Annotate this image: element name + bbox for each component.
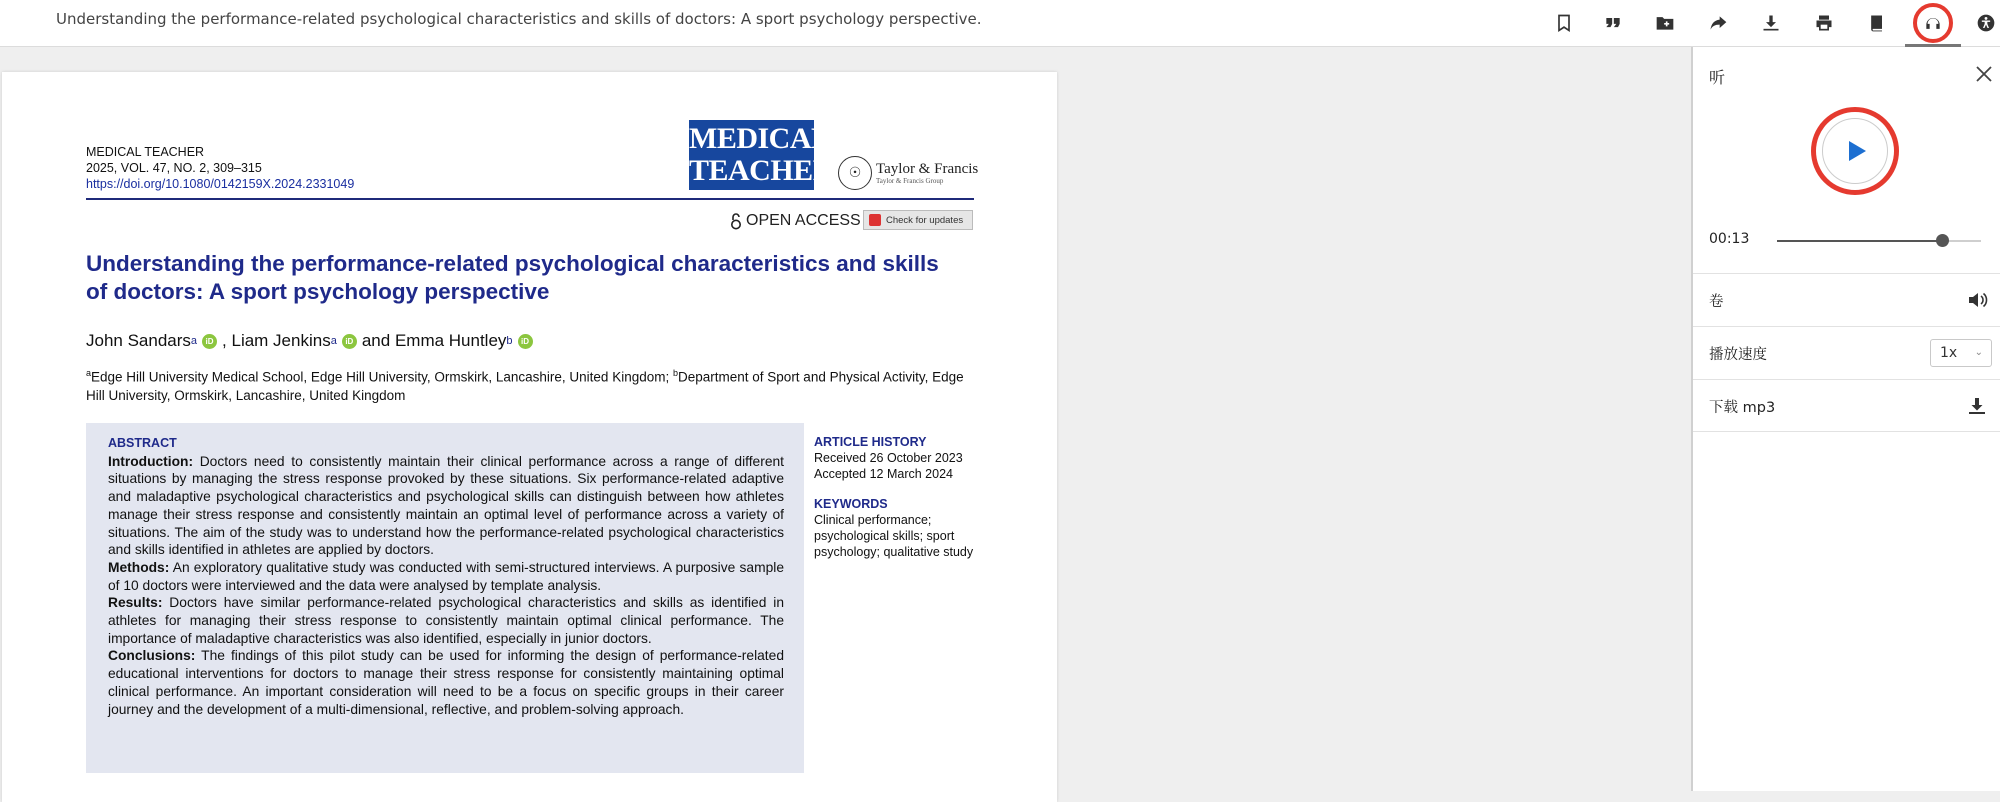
author-affil-sup: b (506, 335, 513, 347)
author-affil-sup: a (330, 335, 337, 347)
abstract-introduction (108, 453, 784, 559)
add-to-folder-button[interactable] (1645, 4, 1685, 42)
logo-line-2: TEACHER (689, 154, 834, 187)
results-label: Results: (108, 595, 163, 611)
methods-label: Methods: (108, 559, 170, 575)
share-button[interactable] (1698, 4, 1738, 42)
orcid-icon[interactable]: iD (342, 334, 357, 349)
affil-a: Edge Hill University Medical School, Edge Hill University, Ormskirk, Lancashire, United Kingdom; (91, 369, 673, 385)
cite-button[interactable] (1593, 4, 1633, 42)
affil-a-sup: a (86, 368, 92, 378)
logo-line-1: MEDICAL (689, 122, 831, 155)
open-access-text: OPEN ACCESS (746, 212, 861, 229)
publisher-sub: Taylor & Francis Group (876, 177, 944, 185)
article-history-heading: ARTICLE HISTORY (814, 435, 927, 449)
bookmark-button[interactable] (1544, 4, 1584, 42)
volume-icon[interactable] (1966, 289, 1988, 311)
orcid-icon[interactable]: iD (518, 334, 533, 349)
print-icon (1814, 13, 1834, 33)
speed-label: 播放速度 (1709, 347, 1767, 363)
speed-row (1693, 326, 2000, 379)
journal-volume: 2025, VOL. 47, NO. 2, 309–315 (86, 161, 262, 175)
panel-title: 听 (1709, 68, 1726, 87)
keywords-heading: KEYWORDS (814, 497, 888, 511)
listen-panel (1691, 47, 2000, 791)
abstract-results (108, 594, 784, 647)
open-access-label (730, 212, 861, 230)
speed-select[interactable] (1930, 339, 1992, 367)
author-name: John Sandars (86, 331, 191, 350)
publisher-name: Taylor & Francis (876, 161, 979, 177)
play-icon (1840, 136, 1870, 166)
accepted-date: Accepted 12 March 2024 (814, 467, 953, 481)
print-button[interactable] (1804, 4, 1844, 42)
bookmark-icon (1554, 13, 1574, 33)
open-lock-icon (730, 212, 742, 230)
publisher-logo (838, 156, 978, 190)
audio-progress-fill (1777, 240, 1942, 242)
play-inner-circle (1822, 118, 1888, 184)
folder-add-icon (1655, 13, 1675, 33)
headphones-icon (1923, 13, 1943, 33)
intro-text: Doctors need to consistently maintain their clinical performance across a range of different situations by managing the stress response provoked by these situations. Six performance-related adaptive and maladaptive psychological characteristics and psychological skills can distinguish between how athletes manage their stress response and consistently maintain an optimal level of performance across a variety of situations. The aim of the study was to understand how the performance-related psychological characteristics and skills identified in athletes are applied by doctors. (108, 453, 784, 558)
medical-teacher-logo (689, 120, 834, 190)
affil-b: Department of Sport and Physical Activity, Edge Hill University, Ormskirk, Lancashire, United Kingdom (86, 369, 964, 403)
article-side-info (814, 434, 974, 560)
header-rule (86, 198, 974, 200)
speed-value: 1x (1940, 345, 1958, 361)
close-icon[interactable] (1973, 63, 1995, 85)
check-updates-text: Check for updates (886, 214, 964, 226)
download-button[interactable] (1751, 4, 1791, 42)
accessibility-button[interactable] (1966, 4, 2000, 42)
pdf-page (2, 72, 1057, 802)
orcid-icon[interactable]: iD (202, 334, 217, 349)
download-icon[interactable] (1966, 395, 1988, 417)
abstract-heading: ABSTRACT (108, 436, 177, 450)
elapsed-time: 00:13 (1709, 231, 1750, 247)
abstract-conclusions (108, 647, 784, 718)
received-date: Received 26 October 2023 (814, 451, 963, 465)
crossmark-icon (869, 214, 881, 226)
book-icon (1867, 13, 1887, 33)
check-for-updates-button[interactable] (863, 210, 973, 230)
author-affil-sup: a (190, 335, 198, 347)
share-icon (1708, 13, 1728, 33)
journal-meta (86, 144, 354, 192)
conclusions-label: Conclusions: (108, 648, 196, 664)
doi-link[interactable]: https://doi.org/10.1080/0142159X.2024.2331049 (86, 177, 355, 191)
author-name: Emma Huntley (394, 331, 507, 350)
affiliations (86, 364, 986, 405)
keywords-text: Clinical performance; psychological skills; sport psychology; qualitative study (814, 513, 974, 559)
volume-row (1693, 273, 2000, 326)
download-icon (1761, 13, 1781, 33)
affil-b-sup: b (672, 368, 678, 378)
results-text: Doctors have similar performance-related psychological characteristics and skills as identified in athletes for managing their stress response to consistently maintain optimal clinical performance. The importance of maladaptive characteristics was also identified, especially in junior doctors. (108, 595, 784, 646)
article-title: Understanding the performance-related psychological characteristics and skills of doctors: A sport psychology perspective (86, 251, 939, 304)
lamp-icon: ☉ (838, 156, 872, 190)
author-list: John Sandars a iD , Liam Jenkins a iD and Emma Huntley b iD (86, 331, 538, 351)
download-mp3-row[interactable] (1693, 379, 2000, 432)
intro-label: Introduction: (108, 453, 194, 469)
quote-icon (1603, 13, 1623, 33)
listen-button[interactable] (1913, 0, 1953, 46)
volume-label: 卷 (1709, 294, 1724, 310)
chevron-down-icon: ⌄ (1974, 347, 1983, 358)
journal-name: MEDICAL TEACHER (86, 145, 205, 159)
listen-active-ring (1913, 3, 1953, 43)
author-name: Liam Jenkins (231, 331, 331, 350)
abstract-box (86, 423, 804, 773)
audio-progress-knob[interactable] (1936, 234, 1949, 247)
accessibility-icon (1976, 13, 1996, 33)
play-button[interactable] (1811, 107, 1899, 195)
top-toolbar (0, 0, 2000, 47)
conclusions-text: The findings of this pilot study can be used for informing the design of performance-related educational interventions for doctors to manage their stress response for consistently maintaining optimal clinical performance. An important consideration will need to be a focus on specific groups in their career journey and the development of a multi-dimensional, reflective, and problem-solving approach. (108, 648, 784, 717)
reader-button[interactable] (1857, 4, 1897, 42)
and-text: and (361, 331, 391, 350)
abstract-methods (108, 559, 784, 594)
document-title: Understanding the performance-related psychological characteristics and skills of doctors: A sport psychology perspective. (56, 10, 982, 28)
download-mp3-label: 下载 mp3 (1709, 400, 1776, 416)
audio-progress-slider[interactable] (1777, 240, 1981, 242)
methods-text: An exploratory qualitative study was conducted with semi-structured interviews. A purposive sample of 10 doctors were interviewed and the data were analysed by template analysis. (108, 559, 784, 593)
